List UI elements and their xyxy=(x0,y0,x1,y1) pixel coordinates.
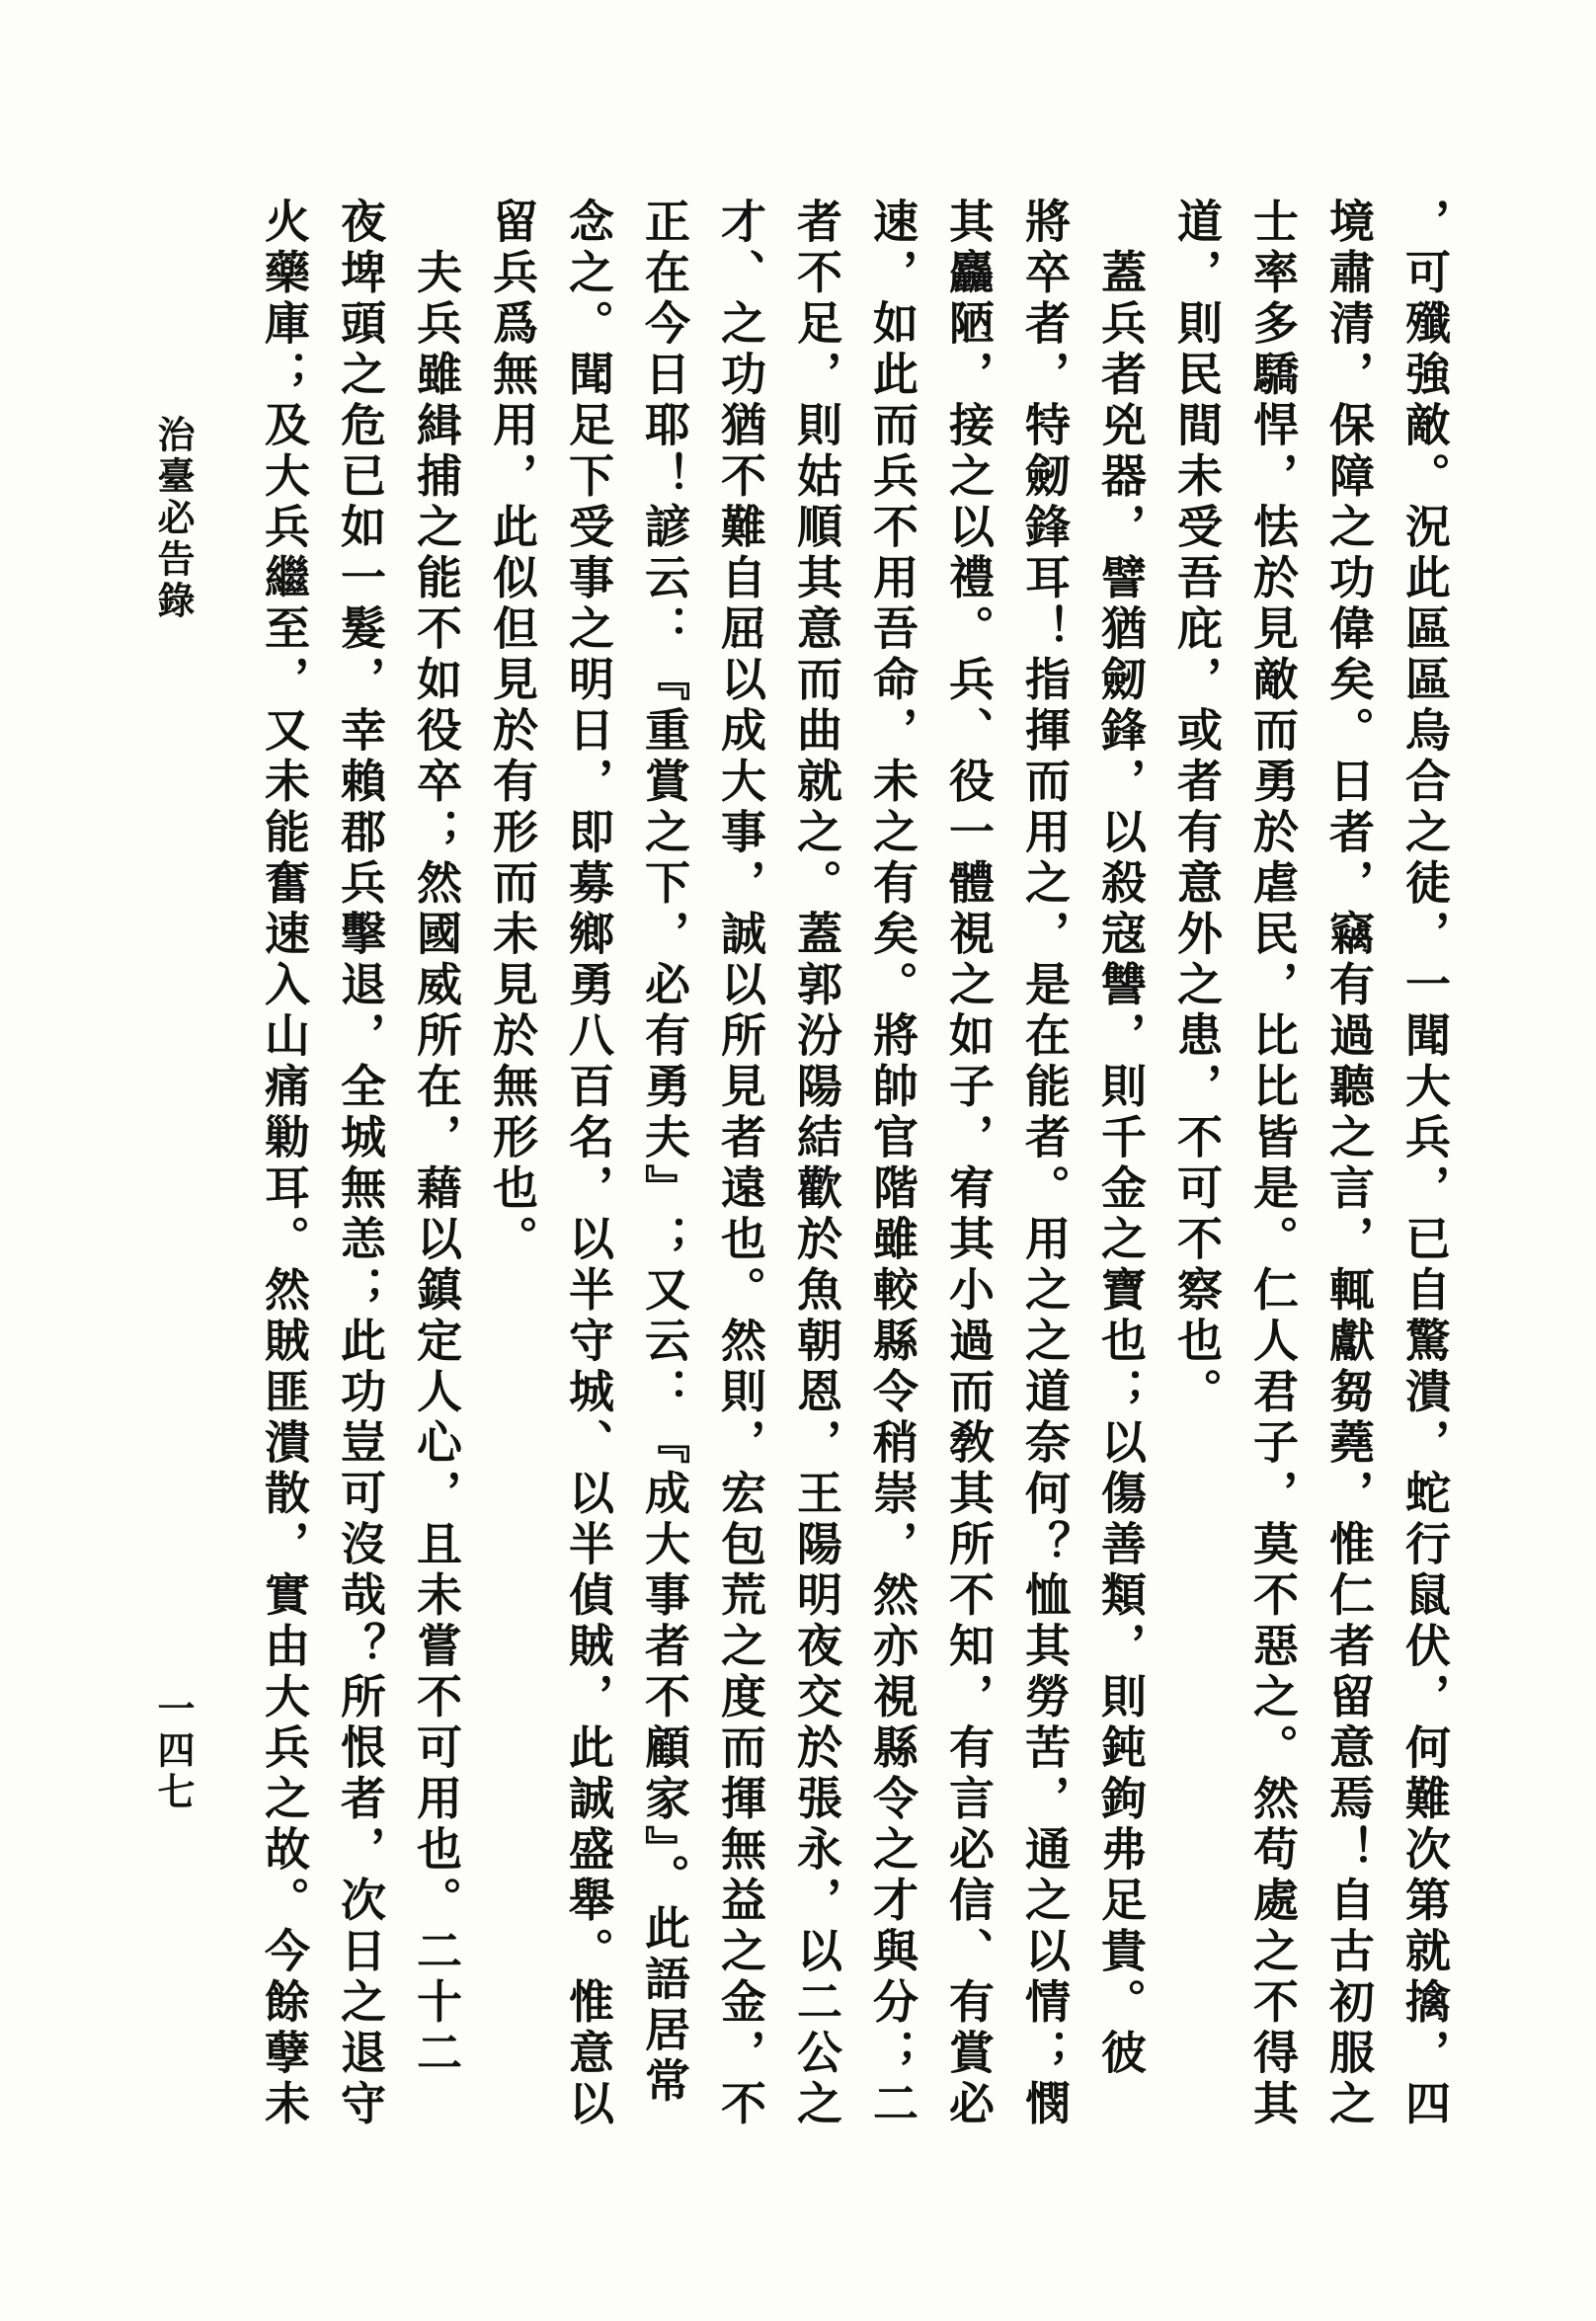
text-column-6: 將卒者，特劒鋒耳！指揮而用之，是在能者。用之之道奈何？恤其勞苦，通之以情；憫 xyxy=(1018,198,1072,2130)
text-column-4: 道，則民間未受吾庇，或者有意外之患，不可不察也。 xyxy=(1170,198,1224,1418)
text-column-3: 士率多驕悍，怯於見敵而勇於虐民，比比皆是。仁人君子，莫不惡之。然苟處之不得其 xyxy=(1246,198,1300,2130)
text-column-11: 正在今日耶！諺云：『重賞之下，必有勇夫』；又云：『成大事者不顧家』。此語居常 xyxy=(638,198,691,2108)
text-column-1: ，可殲強敵。況此區區烏合之徒，一聞大兵，已自驚潰，蛇行鼠伏，何難次第就擒，四 xyxy=(1398,198,1452,2130)
page-number: 一四七 xyxy=(151,1689,196,1813)
text-column-14: 夫兵雖緝捕之能不如役卒；然國威所在，藉以鎮定人心，且未嘗不可用也。二十二 xyxy=(410,198,463,2080)
text-column-16: 火藥庫；及大兵繼至，又未能奮速入山痛勦耳。然賊匪潰散，實由大兵之故。今餘孽未 xyxy=(258,198,311,2130)
text-column-7: 其麤陋，接之以禮。兵、役一體視之如子，宥其小過而敎其所不知，有言必信、有賞必 xyxy=(942,198,996,2130)
text-column-8: 速，如此而兵不用吾命，未之有矣。將帥官階雖較縣令稍崇，然亦視縣令之才與分；二 xyxy=(866,198,919,2130)
text-column-13: 留兵爲無用，此似但見於有形而未見於無形也。 xyxy=(486,198,539,1266)
text-column-2: 境肅清，保障之功偉矣。日者，竊有過聽之言，輒獻芻蕘，惟仁者留意焉！自古初服之 xyxy=(1322,198,1376,2130)
text-column-5: 蓋兵者兇器，譬猶劒鋒，以殺寇讐，則千金之寶也；以傷善類，則鈍鉤弗足貴。彼 xyxy=(1094,198,1148,2080)
book-title: 治臺必告錄 xyxy=(151,415,196,622)
text-column-12: 念之。聞足下受事之明日，即募鄉勇八百名，以半守城、以半偵賊，此誠盛舉。惟意以 xyxy=(562,198,615,2130)
text-column-10: 才、之功猶不難自屈以成大事，誠以所見者遠也。然則，宏包荒之度而揮無益之金，不 xyxy=(714,198,767,2130)
text-column-9: 者不足，則姑順其意而曲就之。蓋郭汾陽結歡於魚朝恩，王陽明夜交於張永，以二公之 xyxy=(790,198,843,2130)
text-column-15: 夜埤頭之危已如一髮，幸賴郡兵擊退，全城無恙；此功豈可沒哉？所恨者，次日之退守 xyxy=(334,198,387,2130)
